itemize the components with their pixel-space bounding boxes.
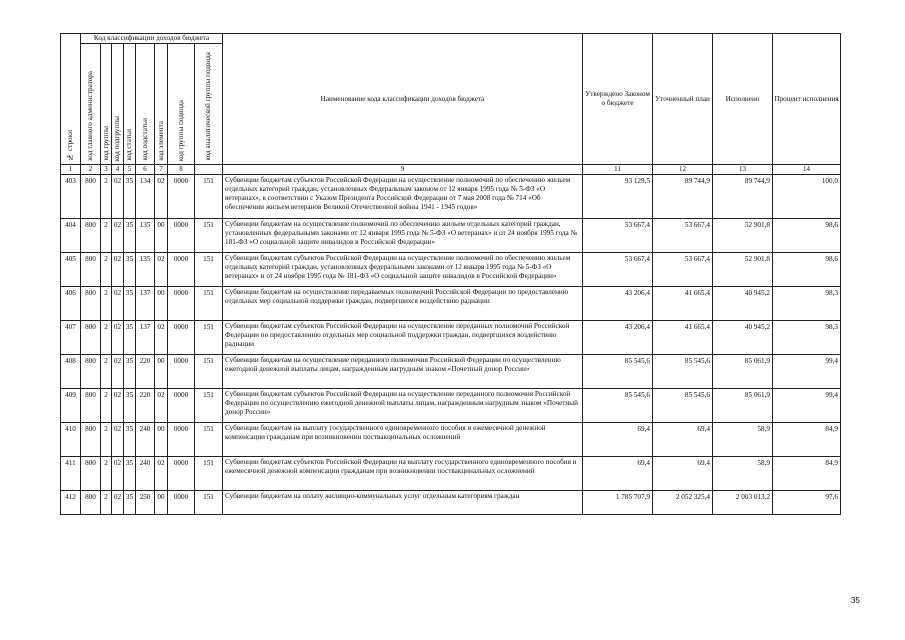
cell-exec: 52 901,8 — [713, 253, 773, 287]
cell-approved: 69,4 — [583, 457, 653, 491]
cell-admin: 800 — [81, 491, 101, 515]
header-name: Наименование кода классификации доходов бюджета — [223, 34, 583, 165]
table-row — [61, 423, 841, 457]
cell-plan: 85 545,6 — [653, 389, 713, 423]
cell-no: 407 — [61, 321, 81, 355]
cell-percent: 98,3 — [773, 321, 841, 355]
revenue-table — [60, 33, 841, 515]
cell-percent: 98,3 — [773, 287, 841, 321]
header-group: код группы — [101, 44, 112, 165]
cell-analytic: 151 — [195, 491, 223, 515]
cell-percent: 100,0 — [773, 175, 841, 219]
column-number: 13 — [713, 165, 773, 175]
cell-subgroup: 02 — [112, 287, 124, 321]
cell-plan: 41 665,4 — [653, 287, 713, 321]
cell-article: 35 — [124, 287, 136, 321]
column-number: 1 — [61, 165, 81, 175]
cell-percent: 98,6 — [773, 253, 841, 287]
cell-name: Субвенции бюджетам субъектов Российской Федерации на выплату государственного единовременного пособия и ежемесячной денежной компенсации гражданам при возникновении поствакцинальных осложнений — [223, 457, 583, 491]
cell-name: Субвенции бюджетам субъектов Российской Федерации на осуществление полномочий по обеспечению жильем отдельных категорий граждан, установленных Федеральным законом от 12 января 1995 года № 5-ФЗ «О ветеранах», в соответствии с Указом Президента Российской Федерации от 7 мая 2008 года № 714 «Об обеспечении жильем ветеранов Великой Отечественной войны 1941 - 1945 годов» — [223, 175, 583, 219]
cell-subarticle: 240 — [136, 423, 155, 457]
cell-analytic: 151 — [195, 321, 223, 355]
cell-plan: 41 665,4 — [653, 321, 713, 355]
column-number: 7 — [155, 165, 168, 175]
header-analytic-group: код аналитической группы подвида — [195, 44, 223, 165]
cell-subgroup: 02 — [112, 355, 124, 389]
cell-admin: 800 — [81, 287, 101, 321]
header-exec: Исполнено — [713, 34, 773, 165]
cell-approved: 43 206,4 — [583, 321, 653, 355]
header-article: код статьи — [124, 44, 136, 165]
cell-exec: 58,9 — [713, 423, 773, 457]
cell-exec: 89 744,9 — [713, 175, 773, 219]
cell-analytic: 151 — [195, 355, 223, 389]
cell-name: Субвенции бюджетам на осуществление передаваемых полномочий Российской Федерации по предоставлению отдельных мер социальной поддержки граждан, подвергшихся воздействию радиации — [223, 287, 583, 321]
table-header — [61, 34, 841, 175]
cell-article: 35 — [124, 321, 136, 355]
cell-no: 403 — [61, 175, 81, 219]
cell-admin: 800 — [81, 423, 101, 457]
table-body — [61, 175, 841, 515]
cell-no: 412 — [61, 491, 81, 515]
cell-plan: 53 667,4 — [653, 253, 713, 287]
header-plan: Уточненный план — [653, 34, 713, 165]
cell-no: 409 — [61, 389, 81, 423]
table-row — [61, 175, 841, 219]
cell-subgroup: 02 — [112, 219, 124, 253]
cell-element: 02 — [155, 321, 168, 355]
cell-approved: 85 545,6 — [583, 389, 653, 423]
cell-percent: 98,6 — [773, 219, 841, 253]
cell-prog: 0000 — [168, 287, 195, 321]
header-approved: Утверждено Законом о бюджете — [583, 34, 653, 165]
cell-subarticle: 240 — [136, 457, 155, 491]
cell-group: 2 — [101, 457, 112, 491]
table-row — [61, 321, 841, 355]
cell-article: 35 — [124, 389, 136, 423]
cell-subgroup: 02 — [112, 175, 124, 219]
cell-no: 404 — [61, 219, 81, 253]
cell-prog: 0000 — [168, 389, 195, 423]
cell-analytic: 151 — [195, 457, 223, 491]
cell-plan: 2 052 325,4 — [653, 491, 713, 515]
cell-approved: 43 206,4 — [583, 287, 653, 321]
cell-exec: 40 945,2 — [713, 287, 773, 321]
cell-exec: 52 901,8 — [713, 219, 773, 253]
cell-subarticle: 137 — [136, 321, 155, 355]
cell-exec: 58,9 — [713, 457, 773, 491]
cell-no: 411 — [61, 457, 81, 491]
table-row — [61, 389, 841, 423]
cell-plan: 53 667,4 — [653, 219, 713, 253]
cell-subarticle: 135 — [136, 253, 155, 287]
cell-article: 35 — [124, 457, 136, 491]
cell-prog: 0000 — [168, 175, 195, 219]
cell-subgroup: 02 — [112, 321, 124, 355]
cell-no: 406 — [61, 287, 81, 321]
column-number — [195, 165, 223, 175]
cell-plan: 89 744,9 — [653, 175, 713, 219]
cell-exec: 85 061,9 — [713, 355, 773, 389]
column-number: 8 — [168, 165, 195, 175]
column-number: 12 — [653, 165, 713, 175]
cell-name: Субвенции бюджетам субъектов Российской Федерации на осуществление переданных полномочий Российской Федерации по предоставлению отдельных мер социальной поддержки граждан, подвергшихся воздействию радиации — [223, 321, 583, 355]
cell-prog: 0000 — [168, 355, 195, 389]
cell-subgroup: 02 — [112, 457, 124, 491]
header-element: код элемента — [155, 44, 168, 165]
table-row — [61, 491, 841, 515]
cell-article: 35 — [124, 355, 136, 389]
cell-group: 2 — [101, 321, 112, 355]
header-subgroup: код подгруппы — [112, 44, 124, 165]
column-number: 14 — [773, 165, 841, 175]
cell-element: 02 — [155, 457, 168, 491]
table-row — [61, 219, 841, 253]
cell-percent: 99,4 — [773, 355, 841, 389]
cell-element: 02 — [155, 389, 168, 423]
cell-subgroup: 02 — [112, 253, 124, 287]
cell-prog: 0000 — [168, 491, 195, 515]
cell-group: 2 — [101, 389, 112, 423]
cell-article: 35 — [124, 423, 136, 457]
cell-prog: 0000 — [168, 423, 195, 457]
column-number: 9 — [223, 165, 583, 175]
cell-analytic: 151 — [195, 253, 223, 287]
cell-approved: 93 129,5 — [583, 175, 653, 219]
cell-element: 02 — [155, 175, 168, 219]
cell-approved: 53 667,4 — [583, 219, 653, 253]
cell-admin: 800 — [81, 219, 101, 253]
column-number: 2 — [81, 165, 101, 175]
cell-analytic: 151 — [195, 175, 223, 219]
cell-subarticle: 220 — [136, 355, 155, 389]
cell-approved: 53 667,4 — [583, 253, 653, 287]
cell-name: Субвенции бюджетам на осуществление полномочий по обеспечению жильем отдельных категорий граждан, установленных федеральными законами от 12 января 1995 года № 5-ФЗ «О ветеранах» и от 24 ноября 1995 года № 181-ФЗ «О социальной защите инвалидов в Российской Федерации» — [223, 219, 583, 253]
cell-analytic: 151 — [195, 423, 223, 457]
cell-article: 35 — [124, 175, 136, 219]
cell-name: Субвенции бюджетам на оплату жилищно-коммунальных услуг отдельным категориям граждан — [223, 491, 583, 515]
cell-plan: 69,4 — [653, 423, 713, 457]
cell-subgroup: 02 — [112, 491, 124, 515]
header-subarticle: код подстатьи — [136, 44, 155, 165]
cell-article: 35 — [124, 491, 136, 515]
cell-group: 2 — [101, 423, 112, 457]
header-admin: код главного администратора — [81, 44, 101, 165]
cell-element: 00 — [155, 219, 168, 253]
cell-name: Субвенции бюджетам на выплату государственного единовременного пособия и ежемесячной денежной компенсации гражданам при возникновении поствакцинальных осложнений — [223, 423, 583, 457]
cell-prog: 0000 — [168, 219, 195, 253]
cell-admin: 800 — [81, 457, 101, 491]
cell-admin: 800 — [81, 321, 101, 355]
cell-group: 2 — [101, 287, 112, 321]
header-program-group: код группы подвида — [168, 44, 195, 165]
column-number: 6 — [136, 165, 155, 175]
cell-subarticle: 250 — [136, 491, 155, 515]
cell-group: 2 — [101, 491, 112, 515]
header-row-no: № строки — [61, 34, 81, 165]
cell-admin: 800 — [81, 175, 101, 219]
cell-subarticle: 137 — [136, 287, 155, 321]
cell-element: 00 — [155, 491, 168, 515]
cell-prog: 0000 — [168, 321, 195, 355]
cell-name: Субвенции бюджетам на осуществление переданного полномочия Российской Федерации по осуществлению ежегодной денежной выплаты лицам, награжденным нагрудным знаком «Почетный донор России» — [223, 355, 583, 389]
cell-plan: 85 545,6 — [653, 355, 713, 389]
cell-article: 35 — [124, 219, 136, 253]
column-numbers-row — [61, 165, 841, 175]
cell-no: 408 — [61, 355, 81, 389]
cell-article: 35 — [124, 253, 136, 287]
cell-no: 405 — [61, 253, 81, 287]
cell-approved: 69,4 — [583, 423, 653, 457]
cell-prog: 0000 — [168, 253, 195, 287]
header-percent: Процент исполнения — [773, 34, 841, 165]
cell-exec: 2 003 013,2 — [713, 491, 773, 515]
table-row — [61, 355, 841, 389]
table-row — [61, 457, 841, 491]
header-classification-group: Код классификации доходов бюджета — [81, 34, 223, 44]
cell-subarticle: 134 — [136, 175, 155, 219]
cell-element: 00 — [155, 355, 168, 389]
cell-name: Субвенции бюджетам субъектов Российской Федерации на осуществление полномочий по обеспечению жильем отдельных категорий граждан, установленных федеральными законами от 12 января 1995 года № 5-ФЗ «О ветеранах» и от 24 ноября 1995 года № 181-ФЗ «О социальной защите инвалидов в Российской Федерации» — [223, 253, 583, 287]
cell-prog: 0000 — [168, 457, 195, 491]
cell-exec: 85 061,9 — [713, 389, 773, 423]
cell-group: 2 — [101, 219, 112, 253]
cell-element: 00 — [155, 287, 168, 321]
cell-percent: 99,4 — [773, 389, 841, 423]
cell-group: 2 — [101, 175, 112, 219]
column-number: 4 — [112, 165, 124, 175]
cell-admin: 800 — [81, 389, 101, 423]
table-row — [61, 253, 841, 287]
cell-percent: 97,6 — [773, 491, 841, 515]
cell-element: 00 — [155, 423, 168, 457]
cell-admin: 800 — [81, 253, 101, 287]
column-number: 11 — [583, 165, 653, 175]
cell-element: 02 — [155, 253, 168, 287]
cell-analytic: 151 — [195, 389, 223, 423]
cell-percent: 84,9 — [773, 457, 841, 491]
cell-analytic: 151 — [195, 219, 223, 253]
column-number: 3 — [101, 165, 112, 175]
cell-subarticle: 135 — [136, 219, 155, 253]
cell-approved: 1 785 707,9 — [583, 491, 653, 515]
cell-name: Субвенции бюджетам субъектов Российской Федерации на осуществление переданного полномочия Российской Федерации по осуществлению ежегодной денежной выплаты лицам, награжденным нагрудным знаком «Почетный донор России» — [223, 389, 583, 423]
cell-subgroup: 02 — [112, 389, 124, 423]
table-row — [61, 287, 841, 321]
cell-approved: 85 545,6 — [583, 355, 653, 389]
cell-subarticle: 220 — [136, 389, 155, 423]
cell-group: 2 — [101, 355, 112, 389]
cell-analytic: 151 — [195, 287, 223, 321]
cell-admin: 800 — [81, 355, 101, 389]
cell-subgroup: 02 — [112, 423, 124, 457]
cell-plan: 69,4 — [653, 457, 713, 491]
cell-exec: 40 945,2 — [713, 321, 773, 355]
column-number: 5 — [124, 165, 136, 175]
page-number: 35 — [851, 596, 860, 605]
cell-no: 410 — [61, 423, 81, 457]
cell-group: 2 — [101, 253, 112, 287]
cell-percent: 84,9 — [773, 423, 841, 457]
